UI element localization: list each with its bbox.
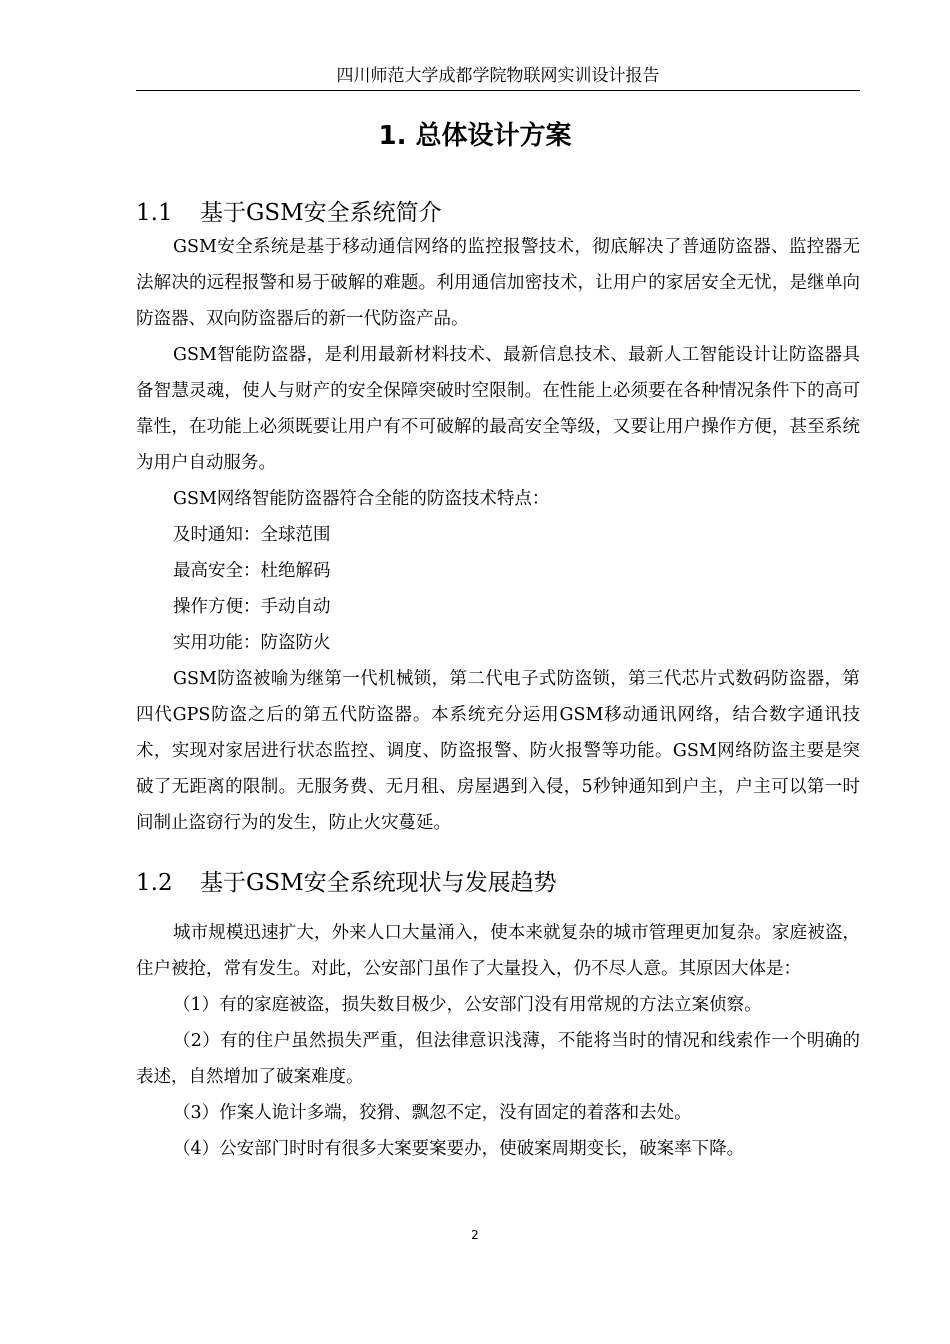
section-body-1-2 xyxy=(136,915,860,1167)
feature-item: 最高安全：杜绝解码 xyxy=(173,561,331,581)
list-item: （4）公安部门时时有很多大案要案要办，使破案周期变长，破案率下降。 xyxy=(173,1139,745,1159)
paragraph: GSM智能防盗器，是利用最新材料技术、最新信息技术、最新人工智能设计让防盗器具备智慧灵魂，使人与财产的安全保障突破时空限制。在性能上必须要在各种情况条件下的高可靠性，在功能上必须既要让用户有不可破解的最高安全等级，又要让用户操作方便，甚至系统为用户自动服务。 xyxy=(136,345,860,473)
feature-item: 操作方便：手动自动 xyxy=(173,597,331,617)
section-number: 1.1 xyxy=(136,200,173,226)
list-item: （3）作案人诡计多端，狡猾、飘忽不定，没有固定的着落和去处。 xyxy=(173,1103,692,1123)
paragraph: GSM网络智能防盗器符合全能的防盗技术特点： xyxy=(173,489,550,509)
paragraph: GSM防盗被喻为继第一代机械锁，第二代电子式防盗锁，第三代芯片式数码防盗器，第四代GPS防盗之后的第五代防盗器。本系统充分运用GSM移动通讯网络，结合数字通讯技术，实现对家居进行状态监控、调度、防盗报警、防火报警等功能。GSM网络防盗主要是突破了无距离的限制。无服务费、无月租、房屋遇到入侵，5秒钟通知到户主，户主可以第一时间制止盗窃行为的发生，防止火灾蔓延。 xyxy=(136,669,860,833)
section-title: 基于GSM安全系统现状与发展趋势 xyxy=(200,870,557,896)
section-number: 1.2 xyxy=(136,870,173,896)
paragraph: GSM安全系统是基于移动通信网络的监控报警技术，彻底解决了普通防盗器、监控器无法解决的远程报警和易于破解的难题。利用通信加密技术，让用户的家居安全无忧，是继单向防盗器、双向防盗器后的新一代防盗产品。 xyxy=(136,237,860,329)
list-item: （1）有的家庭被盗，损失数目极少，公安部门没有用常规的方法立案侦察。 xyxy=(173,995,762,1015)
page-number: 2 xyxy=(471,1228,479,1242)
section-title: 基于GSM安全系统简介 xyxy=(200,200,442,226)
page-header: 四川师范大学成都学院物联网实训设计报告 xyxy=(136,64,860,91)
feature-item: 实用功能：防盗防火 xyxy=(173,633,331,653)
feature-item: 及时通知：全球范围 xyxy=(173,525,331,545)
section-body-1-1 xyxy=(136,229,860,841)
paragraph: 城市规模迅速扩大，外来人口大量涌入，使本来就复杂的城市管理更加复杂。家庭被盗，住户被抢，常有发生。对此，公安部门虽作了大量投入，仍不尽人意。其原因大体是： xyxy=(136,923,860,979)
section-heading-1-1 xyxy=(136,193,442,233)
list-item: （2）有的住户虽然损失严重，但法律意识浅薄，不能将当时的情况和线索作一个明确的表述，自然增加了破案难度。 xyxy=(136,1031,860,1087)
chapter-title: 1. 总体设计方案 xyxy=(378,121,572,151)
section-heading-1-2 xyxy=(136,863,557,903)
